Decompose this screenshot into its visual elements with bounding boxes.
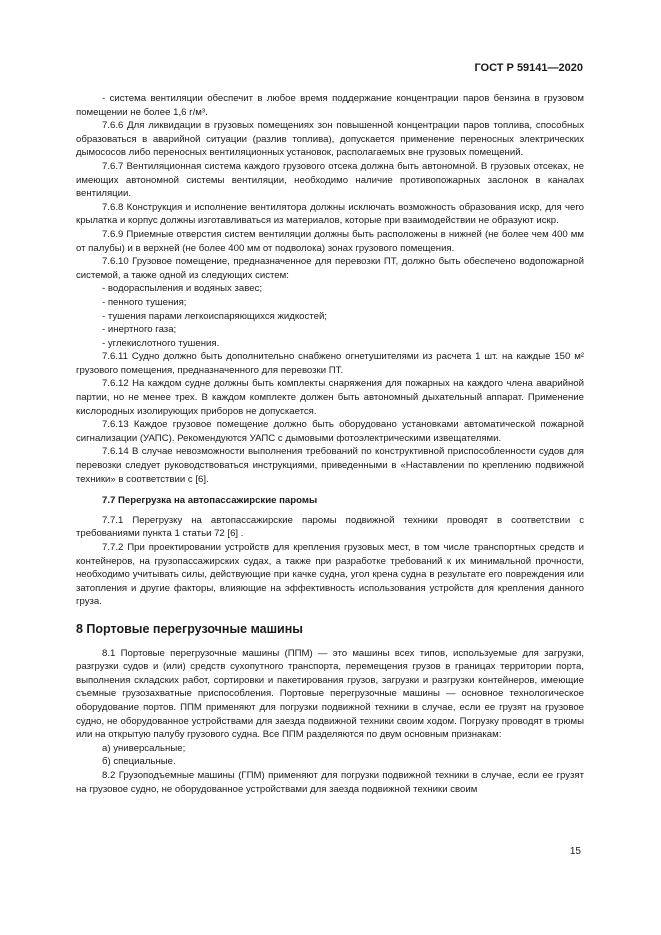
list-item: - инертного газа; [102, 324, 177, 336]
page-number: 15 [569, 846, 581, 857]
paragraph: 7.6.9 Приемные отверстия систем вентиляции должны быть расположены в нижней (не более чем 400 мм от палубы) и в верхней (не более 400 мм от подволока) зонах грузового помещения. [76, 228, 584, 254]
section-heading: 8 Портовые перегрузочные машины [76, 621, 303, 636]
document-body [76, 92, 584, 796]
paragraph: 7.6.7 Вентиляционная система каждого грузового отсека должна быть автономной. В грузовых отсеках, не имеющих автономной системы вентиляции, необходимо наличие противопожарных заслонок в каналах вентиляции. [76, 160, 584, 200]
paragraph: 7.6.6 Для ликвидации в грузовых помещениях зон повышенной концентрации паров топлива, способных образоваться в аварийной ситуации (разлив топлива), допускается применение переносных электрических дымососов либо переносных вентиляционных установок, располагаемых вне грузовых помещений. [76, 120, 584, 159]
list-item: - пенного тушения; [102, 296, 187, 308]
paragraph: 7.6.8 Конструкция и исполнение вентилятора должны исключать возможность образования искр, для чего крылатка и корпус должны изготавливаться из материалов, которые при взаимодействии не образуют искр. [76, 201, 584, 227]
paragraph: 7.6.13 Каждое грузовое помещение должно быть оборудовано установками автоматической пожарной сигнализации (УАПС). Рекомендуются УАПС с дымовыми фотоэлектрическими извещателями. [76, 419, 584, 444]
list-item: а) универсальные; [102, 742, 186, 754]
list-item: б) специальные. [102, 756, 176, 768]
document-number: ГОСТ Р 59141—2020 [474, 62, 583, 74]
paragraph: 8.1 Портовые перегрузочные машины (ППМ) — это машины всех типов, используемые для загрузки, разгрузки судов и (или) средств сухопутного транспорта, перемещения грузов в границах территории порта, выполнения складских работ, сортировки и пакетирования грузов, загрузки и разгрузки контейнеров, имеющие съемные грузозахватные приспособления. Портовые перегрузочные машины — основное технологическое оборудование портов. ППМ применяют для погрузки подвижной техники в случае, если ее грузят на грузовое судно, не оборудованное устройствами для заезда подвижной техники своим ходом. Погрузку проводят в трюмы или на открытую палубу грузового судна. Все ППМ разделяются по двум основным признакам: [76, 647, 584, 741]
list-item: - тушения парами легкоиспаряющихся жидкостей; [102, 310, 327, 322]
list-item: - водораспыления и водяных завес; [102, 283, 263, 295]
list-item: - углекислотного тушения. [102, 337, 220, 349]
paragraph: 7.6.14 В случае невозможности выполнения требований по конструктивной приспособленности судов для перевозки следует руководствоваться инструкциями, приведенными в «Наставлении по креплению подвижной техники» в соответствии с [6]. [76, 446, 584, 485]
paragraph: 7.6.12 На каждом судне должны быть комплекты снаряжения для пожарных на каждого члена аварийной партии, но не менее трех. В каждом комплекте должен быть автономный дыхательный аппарат. Применение кислородных изолирующих приборов не допускается. [76, 378, 584, 417]
paragraph: 7.7.1 Перегрузку на автопассажирские паромы подвижной техники проводят в соответствии с требованиями пункта 1 статьи 72 [6] . [76, 514, 584, 540]
paragraph: 7.6.11 Судно должно быть дополнительно снабжено огнетушителями из расчета 1 шт. на каждые 150 м² грузового помещения, предназначенного для перевозки ПТ. [76, 351, 584, 376]
paragraph: 7.6.10 Грузовое помещение, предназначенное для перевозки ПТ, должно быть обеспечено водопожарной системой, а также одной из следующих систем: [76, 256, 584, 281]
paragraph: 8.2 Грузоподъемные машины (ГПМ) применяют для погрузки подвижной техники в случае, если ее грузят на грузовое судно, не оборудованное устройствами для заезда подвижной техники своим [76, 769, 584, 795]
list-item: - система вентиляции обеспечит в любое время поддержание концентрации паров бензина в грузовом помещении не более 1,6 г/м³. [76, 93, 584, 118]
subsection-heading: 7.7 Перегрузка на автопассажирские паромы [102, 495, 318, 507]
paragraph: 7.7.2 При проектировании устройств для крепления грузовых мест, в том числе транспортных средств и контейнеров, на грузопассажирских судах, а также при разработке требований к их минимальной прочности, необходимо учитывать силы, действующие при качке судна, угол крена судна в результате его повреждения или затопления и другие факторы, влияющие на эффективность использования устройств для крепления данного груза. [76, 542, 584, 608]
